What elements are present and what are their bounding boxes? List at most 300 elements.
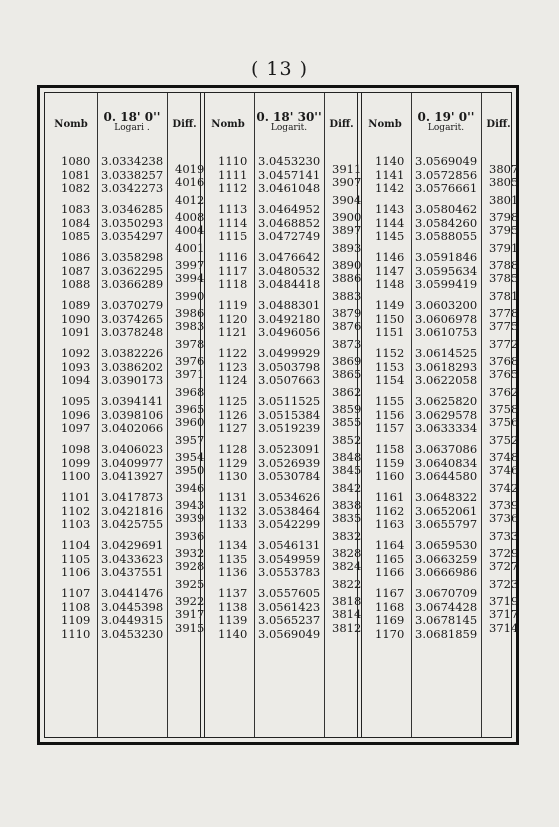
table-row-logarithm: 3.0666986 — [415, 565, 478, 580]
log-group — [415, 443, 477, 484]
table-row-nomb: 1118 — [218, 277, 248, 292]
table-row-logarithm: 3.0549959 — [258, 551, 321, 566]
table-row-logarithm: 3.0507663 — [258, 373, 321, 388]
table-row-nomb: 1106 — [61, 565, 91, 580]
table-row-nomb: 1144 — [375, 215, 405, 230]
diff-header: Diff. — [172, 119, 197, 130]
table-row-nomb: 1143 — [375, 202, 405, 216]
table-row-difference: 3925 — [175, 576, 205, 591]
nomb-group — [375, 203, 404, 244]
log-group — [258, 155, 320, 196]
logarit-label: Logarit. — [270, 122, 308, 133]
table-row-logarithm: 3.0606978 — [415, 311, 478, 326]
table-row-nomb: 1159 — [375, 455, 405, 470]
table-row-logarithm: 3.0588055 — [415, 229, 478, 244]
table-row-difference: 3960 — [175, 415, 205, 430]
table-row-logarithm: 3.0461048 — [258, 181, 321, 196]
table-row-logarithm: 3.0603200 — [415, 298, 478, 312]
table-row-difference: 3752 — [489, 432, 519, 447]
table-row-logarithm: 3.0655797 — [415, 517, 478, 532]
table-row-logarithm: 3.0569049 — [415, 154, 478, 168]
table-row-difference: 3824 — [332, 559, 362, 574]
table-row-nomb: 1097 — [61, 421, 91, 436]
table-row-logarithm: 3.0681859 — [415, 626, 478, 641]
table-row-logarithm: 3.0648322 — [415, 490, 478, 504]
table-row-difference: 3807 — [489, 161, 519, 176]
table-row-logarithm: 3.0542299 — [258, 517, 321, 532]
table-row-difference: 3904 — [332, 192, 362, 207]
table-row-difference: 3859 — [332, 401, 362, 416]
table-row-difference: 3739 — [489, 497, 519, 512]
table-row-difference: 3893 — [332, 240, 362, 255]
table-row-difference: 3907 — [332, 175, 362, 190]
table-row-nomb: 1138 — [218, 599, 248, 614]
table-row-nomb: 1115 — [218, 229, 248, 244]
table-row-difference: 3879 — [332, 305, 362, 320]
table-row-nomb: 1170 — [375, 626, 405, 641]
table-row-logarithm: 3.0629578 — [415, 407, 478, 422]
table-row-nomb: 1168 — [375, 599, 405, 614]
nomb-group — [218, 587, 247, 641]
table-row-nomb: 1085 — [61, 229, 91, 244]
table-row-nomb: 1124 — [218, 373, 248, 388]
table-row-nomb: 1141 — [375, 167, 405, 182]
table-row-nomb: 1160 — [375, 469, 405, 484]
table-row-difference: 3832 — [332, 528, 362, 543]
table-row-nomb: 1162 — [375, 503, 405, 518]
table-row-logarithm: 3.0476642 — [258, 250, 321, 264]
table-row-nomb: 1146 — [375, 250, 405, 264]
table-row-difference: 3855 — [332, 415, 362, 430]
table-row-difference: 3812 — [332, 621, 362, 635]
table-row-nomb: 1120 — [218, 311, 248, 326]
nomb-header: Nomb — [211, 119, 245, 130]
table-row-logarithm: 3.0421816 — [101, 503, 164, 518]
table-row-logarithm: 3.0342273 — [101, 181, 164, 196]
table-row-difference: 3717 — [489, 607, 519, 622]
nomb-group — [61, 395, 90, 436]
table-row-logarithm: 3.0625820 — [415, 394, 478, 408]
nomb-group — [218, 347, 247, 388]
table-row-nomb: 1165 — [375, 551, 405, 566]
table-row-nomb: 1109 — [61, 613, 91, 628]
table-row-nomb: 1105 — [61, 551, 91, 566]
column-rule — [357, 93, 362, 737]
table-row-difference: 3781 — [489, 288, 519, 303]
table-row-logarithm: 3.0659530 — [415, 538, 478, 552]
table-row-nomb: 1113 — [218, 202, 248, 216]
table-row-difference: 3729 — [489, 545, 519, 560]
table-row-nomb: 1169 — [375, 613, 405, 628]
table-row-difference: 3801 — [489, 192, 519, 207]
table-row-nomb: 1082 — [61, 181, 91, 196]
table-row-logarithm: 3.0511525 — [258, 394, 321, 408]
table-row-difference: 3842 — [332, 480, 362, 495]
log-group — [415, 491, 477, 532]
table-row-logarithm: 3.0553783 — [258, 565, 321, 580]
table-row-difference: 3994 — [175, 271, 205, 286]
table-row-logarithm: 3.0515384 — [258, 407, 321, 422]
table-row-nomb: 1135 — [218, 551, 248, 566]
table-row-difference: 4001 — [175, 240, 205, 255]
table-row-logarithm: 3.0652061 — [415, 503, 478, 518]
table-row-nomb: 1108 — [61, 599, 91, 614]
table-row-difference: 3965 — [175, 401, 205, 416]
table-row-logarithm: 3.0663259 — [415, 551, 478, 566]
table-row-difference: 3990 — [175, 288, 205, 303]
table-row-nomb: 1080 — [61, 154, 91, 168]
table-row-nomb: 1092 — [61, 346, 91, 360]
log-group — [101, 251, 163, 292]
table-row-difference: 3986 — [175, 305, 205, 320]
table-row-nomb: 1114 — [218, 215, 248, 230]
table-row-nomb: 1100 — [61, 469, 91, 484]
table-row-logarithm: 3.0453230 — [258, 154, 321, 168]
table-row-difference: 3886 — [332, 271, 362, 286]
table-row-logarithm: 3.0580462 — [415, 202, 478, 216]
logarithm-header — [97, 111, 167, 133]
nomb-group — [375, 155, 404, 196]
table-row-nomb: 1150 — [375, 311, 405, 326]
angle-label: 0. 18' 30'' — [256, 110, 322, 124]
table-row-nomb: 1151 — [375, 325, 405, 340]
table-row-logarithm: 3.0584260 — [415, 215, 478, 230]
nomb-group — [375, 491, 404, 532]
table-row-nomb: 1083 — [61, 202, 91, 216]
table-row-nomb: 1163 — [375, 517, 405, 532]
table-row-nomb: 1167 — [375, 586, 405, 600]
table-row-nomb: 1122 — [218, 346, 248, 360]
table-row-logarithm: 3.0572856 — [415, 167, 478, 182]
table-row-logarithm: 3.0441476 — [101, 586, 164, 600]
table-row-difference: 3883 — [332, 288, 362, 303]
nomb-group — [218, 203, 247, 244]
table-row-difference: 3818 — [332, 593, 362, 608]
table-row-logarithm: 3.0390173 — [101, 373, 164, 388]
table-row-logarithm: 3.0523091 — [258, 442, 321, 456]
table-row-difference: 3768 — [489, 353, 519, 368]
table-row-nomb: 1130 — [218, 469, 248, 484]
table-row-logarithm: 3.0362295 — [101, 263, 164, 278]
table-row-logarithm: 3.0534626 — [258, 490, 321, 504]
nomb-group — [218, 491, 247, 532]
table-row-nomb: 1102 — [61, 503, 91, 518]
table-row-difference: 3822 — [332, 576, 362, 591]
column-rule — [97, 93, 98, 737]
table-row-logarithm: 3.0413927 — [101, 469, 164, 484]
table-row-logarithm: 3.0565237 — [258, 613, 321, 628]
table-row-logarithm: 3.0576661 — [415, 181, 478, 196]
table-row-logarithm: 3.0338257 — [101, 167, 164, 182]
table-row-logarithm: 3.0640834 — [415, 455, 478, 470]
table-row-logarithm: 3.0334238 — [101, 154, 164, 168]
table-row-nomb: 1089 — [61, 298, 91, 312]
table-row-logarithm: 3.0538464 — [258, 503, 321, 518]
table-row-difference: 4019 — [175, 161, 205, 176]
table-row-nomb: 1095 — [61, 394, 91, 408]
table-row-logarithm: 3.0670709 — [415, 586, 478, 600]
table-row-nomb: 1145 — [375, 229, 405, 244]
table-row-difference: 3736 — [489, 511, 519, 526]
table-row-difference: 3928 — [175, 559, 205, 574]
table-row-nomb: 1091 — [61, 325, 91, 340]
table-row-difference: 3862 — [332, 384, 362, 399]
table-row-logarithm: 3.0519239 — [258, 421, 321, 436]
column-rule — [411, 93, 412, 737]
table-row-difference: 3756 — [489, 415, 519, 430]
log-group — [258, 251, 320, 292]
table-row-nomb: 1131 — [218, 490, 248, 504]
log-group — [101, 587, 163, 641]
nomb-header: Nomb — [368, 119, 402, 130]
table-row-logarithm: 3.0433623 — [101, 551, 164, 566]
table-row-difference: 3785 — [489, 271, 519, 286]
log-group — [415, 587, 477, 641]
table-row-logarithm: 3.0484418 — [258, 277, 321, 292]
table-row-nomb: 1152 — [375, 346, 405, 360]
nomb-header: Nomb — [54, 119, 88, 130]
table-row-nomb: 1112 — [218, 181, 248, 196]
log-group — [415, 203, 477, 244]
table-row-logarithm: 3.0425755 — [101, 517, 164, 532]
table-row-nomb: 1081 — [61, 167, 91, 182]
table-row-logarithm: 3.0637086 — [415, 442, 478, 456]
table-row-logarithm: 3.0633334 — [415, 421, 478, 436]
table-row-logarithm: 3.0644580 — [415, 469, 478, 484]
table-row-nomb: 1148 — [375, 277, 405, 292]
nomb-group — [218, 443, 247, 484]
table-row-nomb: 1093 — [61, 359, 91, 374]
table-row-difference: 3778 — [489, 305, 519, 320]
table-row-logarithm: 3.0618293 — [415, 359, 478, 374]
table-row-nomb: 1164 — [375, 538, 405, 552]
table-row-difference: 3939 — [175, 511, 205, 526]
table-row-logarithm: 3.0610753 — [415, 325, 478, 340]
table-row-difference: 3714 — [489, 621, 519, 635]
table-row-difference: 3814 — [332, 607, 362, 622]
table-row-logarithm: 3.0449315 — [101, 613, 164, 628]
log-group — [101, 491, 163, 532]
table-row-difference: 3950 — [175, 463, 205, 478]
angle-label: 0. 19' 0'' — [417, 110, 475, 124]
nomb-group — [375, 587, 404, 641]
table-row-nomb: 1090 — [61, 311, 91, 326]
table-row-difference: 3746 — [489, 463, 519, 478]
table-row-logarithm: 3.0561423 — [258, 599, 321, 614]
table-row-logarithm: 3.0546131 — [258, 538, 321, 552]
column-rule — [167, 93, 168, 737]
table-row-logarithm: 3.0429691 — [101, 538, 164, 552]
table-row-difference: 3772 — [489, 336, 519, 351]
table-row-logarithm: 3.0557605 — [258, 586, 321, 600]
log-group — [101, 155, 163, 196]
table-row-difference: 3876 — [332, 319, 362, 334]
nomb-group — [375, 299, 404, 340]
table-row-logarithm: 3.0674428 — [415, 599, 478, 614]
table-row-difference: 3775 — [489, 319, 519, 334]
table-row-logarithm: 3.0472749 — [258, 229, 321, 244]
table-row-nomb: 1107 — [61, 586, 91, 600]
log-group — [415, 395, 477, 436]
table-row-nomb: 1111 — [218, 167, 248, 182]
table-row-difference: 3798 — [489, 209, 519, 224]
log-table — [44, 92, 519, 738]
log-group — [101, 299, 163, 340]
log-group — [101, 347, 163, 388]
table-row-difference: 3915 — [175, 621, 205, 635]
table-row-difference: 3795 — [489, 223, 519, 238]
log-group — [258, 395, 320, 436]
table-row-nomb: 1110 — [61, 626, 91, 641]
nomb-group — [218, 155, 247, 196]
table-row-difference: 3983 — [175, 319, 205, 334]
table-row-logarithm: 3.0480532 — [258, 263, 321, 278]
table-row-difference: 3838 — [332, 497, 362, 512]
table-row-logarithm: 3.0614525 — [415, 346, 478, 360]
logarit-label: Logarit. — [427, 122, 465, 133]
table-row-nomb: 1133 — [218, 517, 248, 532]
table-row-logarithm: 3.0374265 — [101, 311, 164, 326]
table-row-difference: 3943 — [175, 497, 205, 512]
table-row-logarithm: 3.0488301 — [258, 298, 321, 312]
log-group — [101, 443, 163, 484]
table-row-logarithm: 3.0457141 — [258, 167, 321, 182]
table-row-nomb: 1139 — [218, 613, 248, 628]
table-row-difference: 3828 — [332, 545, 362, 560]
nomb-group — [218, 299, 247, 340]
table-row-difference: 3932 — [175, 545, 205, 560]
table-row-nomb: 1137 — [218, 586, 248, 600]
table-row-difference: 3978 — [175, 336, 205, 351]
nomb-group — [61, 155, 90, 196]
column-rule — [254, 93, 255, 737]
column-rule — [481, 93, 482, 737]
table-row-logarithm: 3.0350293 — [101, 215, 164, 230]
table-row-difference: 4016 — [175, 175, 205, 190]
page-number: ( 13 ) — [250, 58, 309, 80]
log-group — [415, 155, 477, 196]
table-row-logarithm: 3.0492180 — [258, 311, 321, 326]
table-row-difference: 3719 — [489, 593, 519, 608]
table-row-logarithm: 3.0437551 — [101, 565, 164, 580]
diff-header: Diff. — [486, 119, 511, 130]
log-group — [101, 395, 163, 436]
table-row-difference: 3917 — [175, 607, 205, 622]
table-row-nomb: 1157 — [375, 421, 405, 436]
table-row-nomb: 1127 — [218, 421, 248, 436]
table-row-logarithm: 3.0499929 — [258, 346, 321, 360]
table-row-logarithm: 3.0526939 — [258, 455, 321, 470]
table-row-nomb: 1153 — [375, 359, 405, 374]
table-row-logarithm: 3.0382226 — [101, 346, 164, 360]
table-row-logarithm: 3.0402066 — [101, 421, 164, 436]
table-row-nomb: 1104 — [61, 538, 91, 552]
logarithm-header — [411, 111, 481, 133]
table-row-difference: 3788 — [489, 257, 519, 272]
table-row-logarithm: 3.0378248 — [101, 325, 164, 340]
table-row-logarithm: 3.0358298 — [101, 250, 164, 264]
table-row-nomb: 1132 — [218, 503, 248, 518]
nomb-group — [218, 395, 247, 436]
table-row-nomb: 1117 — [218, 263, 248, 278]
table-row-nomb: 1084 — [61, 215, 91, 230]
table-row-nomb: 1155 — [375, 394, 405, 408]
table-row-logarithm: 3.0464952 — [258, 202, 321, 216]
table-row-difference: 4004 — [175, 223, 205, 238]
nomb-group — [375, 347, 404, 388]
log-group — [258, 587, 320, 641]
table-row-difference: 3845 — [332, 463, 362, 478]
angle-label: 0. 18' 0'' — [103, 110, 161, 124]
table-row-nomb: 1136 — [218, 565, 248, 580]
log-group — [258, 347, 320, 388]
table-row-difference: 3946 — [175, 480, 205, 495]
table-row-logarithm: 3.0409977 — [101, 455, 164, 470]
table-row-difference: 3805 — [489, 175, 519, 190]
table-row-nomb: 1158 — [375, 442, 405, 456]
log-group — [415, 299, 477, 340]
table-row-logarithm: 3.0445398 — [101, 599, 164, 614]
table-row-logarithm: 3.0503798 — [258, 359, 321, 374]
table-row-logarithm: 3.0496056 — [258, 325, 321, 340]
table-row-nomb: 1156 — [375, 407, 405, 422]
log-group — [415, 347, 477, 388]
table-row-nomb: 1154 — [375, 373, 405, 388]
table-row-difference: 3758 — [489, 401, 519, 416]
table-row-logarithm: 3.0622058 — [415, 373, 478, 388]
log-group — [415, 539, 477, 580]
table-row-nomb: 1166 — [375, 565, 405, 580]
table-row-difference: 3723 — [489, 576, 519, 591]
table-row-logarithm: 3.0417873 — [101, 490, 164, 504]
table-row-nomb: 1119 — [218, 298, 248, 312]
table-row-difference: 4012 — [175, 192, 205, 207]
table-row-nomb: 1116 — [218, 250, 248, 264]
table-row-difference: 3971 — [175, 367, 205, 382]
nomb-group — [375, 395, 404, 436]
nomb-group — [61, 587, 90, 641]
log-group — [258, 203, 320, 244]
diff-header: Diff. — [329, 119, 354, 130]
nomb-group — [375, 443, 404, 484]
table-row-nomb: 1099 — [61, 455, 91, 470]
table-row-difference: 3900 — [332, 209, 362, 224]
table-row-difference: 3957 — [175, 432, 205, 447]
table-row-nomb: 1094 — [61, 373, 91, 388]
table-row-difference: 3890 — [332, 257, 362, 272]
table-row-difference: 3897 — [332, 223, 362, 238]
nomb-group — [61, 539, 90, 580]
log-group — [101, 539, 163, 580]
log-group — [258, 443, 320, 484]
table-row-difference: 4008 — [175, 209, 205, 224]
nomb-group — [218, 539, 247, 580]
table-row-nomb: 1121 — [218, 325, 248, 340]
table-row-logarithm: 3.0406023 — [101, 442, 164, 456]
nomb-group — [61, 251, 90, 292]
log-group — [258, 539, 320, 580]
nomb-group — [218, 251, 247, 292]
nomb-group — [61, 347, 90, 388]
nomb-group — [61, 443, 90, 484]
table-row-difference: 3848 — [332, 449, 362, 464]
table-row-nomb: 1129 — [218, 455, 248, 470]
table-row-nomb: 1096 — [61, 407, 91, 422]
table-row-difference: 3733 — [489, 528, 519, 543]
table-row-logarithm: 3.0530784 — [258, 469, 321, 484]
table-row-difference: 3865 — [332, 367, 362, 382]
table-row-logarithm: 3.0678145 — [415, 613, 478, 628]
